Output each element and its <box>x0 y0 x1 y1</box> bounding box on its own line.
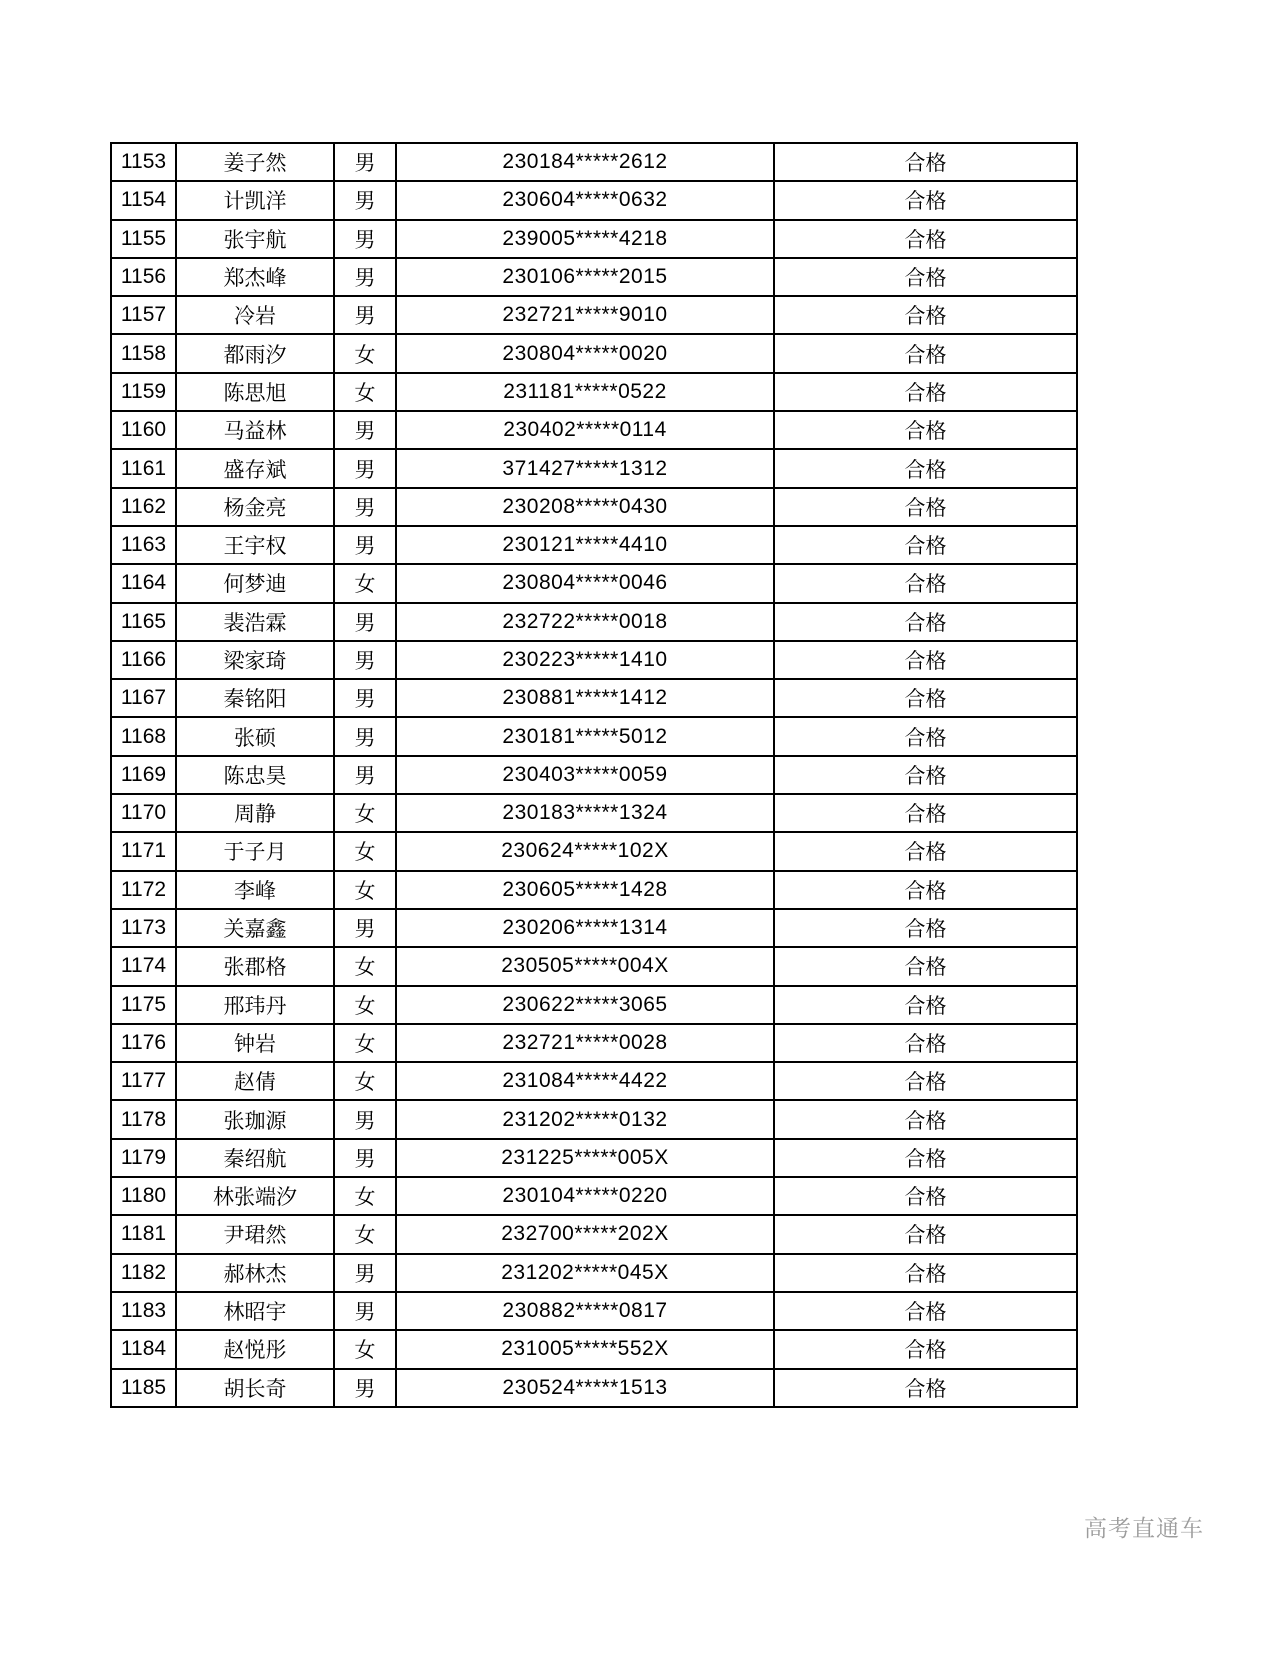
table-row <box>111 756 1077 794</box>
table-row <box>111 143 1077 181</box>
result-cell: 合格 <box>774 832 1077 870</box>
result-cell: 合格 <box>774 181 1077 219</box>
index-cell: 1172 <box>111 871 176 909</box>
name-cell: 胡长奇 <box>176 1369 334 1407</box>
gender-cell: 女 <box>334 1330 396 1368</box>
index-cell: 1183 <box>111 1292 176 1330</box>
index-cell: 1184 <box>111 1330 176 1368</box>
table-row <box>111 679 1077 717</box>
table-row <box>111 947 1077 985</box>
result-cell: 合格 <box>774 1292 1077 1330</box>
id-cell: 232700*****202X <box>396 1215 774 1253</box>
id-cell: 230882*****0817 <box>396 1292 774 1330</box>
index-cell: 1162 <box>111 488 176 526</box>
index-cell: 1177 <box>111 1062 176 1100</box>
table-row <box>111 1024 1077 1062</box>
table-row <box>111 564 1077 602</box>
index-cell: 1168 <box>111 717 176 755</box>
id-cell: 230804*****0046 <box>396 564 774 602</box>
result-cell: 合格 <box>774 1215 1077 1253</box>
name-cell: 冷岩 <box>176 296 334 334</box>
result-cell: 合格 <box>774 411 1077 449</box>
index-cell: 1158 <box>111 334 176 372</box>
id-cell: 230524*****1513 <box>396 1369 774 1407</box>
result-cell: 合格 <box>774 334 1077 372</box>
id-cell: 231202*****045X <box>396 1254 774 1292</box>
index-cell: 1171 <box>111 832 176 870</box>
id-cell: 231181*****0522 <box>396 373 774 411</box>
index-cell: 1159 <box>111 373 176 411</box>
gender-cell: 女 <box>334 832 396 870</box>
id-cell: 230402*****0114 <box>396 411 774 449</box>
result-cell: 合格 <box>774 871 1077 909</box>
gender-cell: 男 <box>334 717 396 755</box>
gender-cell: 男 <box>334 258 396 296</box>
id-cell: 230505*****004X <box>396 947 774 985</box>
id-cell: 230104*****0220 <box>396 1177 774 1215</box>
id-cell: 230208*****0430 <box>396 488 774 526</box>
index-cell: 1156 <box>111 258 176 296</box>
name-cell: 钟岩 <box>176 1024 334 1062</box>
index-cell: 1157 <box>111 296 176 334</box>
name-cell: 于子月 <box>176 832 334 870</box>
id-cell: 230183*****1324 <box>396 794 774 832</box>
index-cell: 1154 <box>111 181 176 219</box>
table-row <box>111 449 1077 487</box>
index-cell: 1170 <box>111 794 176 832</box>
name-cell: 周静 <box>176 794 334 832</box>
name-cell: 张宇航 <box>176 220 334 258</box>
table-row <box>111 334 1077 372</box>
id-cell: 231005*****552X <box>396 1330 774 1368</box>
result-cell: 合格 <box>774 603 1077 641</box>
gender-cell: 女 <box>334 1215 396 1253</box>
result-cell: 合格 <box>774 258 1077 296</box>
gender-cell: 男 <box>334 756 396 794</box>
index-cell: 1160 <box>111 411 176 449</box>
index-cell: 1166 <box>111 641 176 679</box>
id-cell: 371427*****1312 <box>396 449 774 487</box>
name-cell: 林张端汐 <box>176 1177 334 1215</box>
name-cell: 陈忠昊 <box>176 756 334 794</box>
result-cell: 合格 <box>774 1024 1077 1062</box>
result-cell: 合格 <box>774 679 1077 717</box>
table-row <box>111 1177 1077 1215</box>
name-cell: 张郡格 <box>176 947 334 985</box>
gender-cell: 男 <box>334 488 396 526</box>
name-cell: 邢玮丹 <box>176 986 334 1024</box>
name-cell: 姜子然 <box>176 143 334 181</box>
id-cell: 230106*****2015 <box>396 258 774 296</box>
table-row <box>111 411 1077 449</box>
id-cell: 230223*****1410 <box>396 641 774 679</box>
table-row <box>111 1062 1077 1100</box>
gender-cell: 女 <box>334 871 396 909</box>
id-cell: 230624*****102X <box>396 832 774 870</box>
index-cell: 1155 <box>111 220 176 258</box>
results-table-body <box>111 143 1077 1407</box>
result-cell: 合格 <box>774 1100 1077 1138</box>
id-cell: 231225*****005X <box>396 1139 774 1177</box>
name-cell: 李峰 <box>176 871 334 909</box>
table-row <box>111 1254 1077 1292</box>
index-cell: 1169 <box>111 756 176 794</box>
result-cell: 合格 <box>774 1139 1077 1177</box>
name-cell: 杨金亮 <box>176 488 334 526</box>
gender-cell: 男 <box>334 1254 396 1292</box>
name-cell: 林昭宇 <box>176 1292 334 1330</box>
id-cell: 230181*****5012 <box>396 717 774 755</box>
gender-cell: 男 <box>334 143 396 181</box>
result-cell: 合格 <box>774 717 1077 755</box>
result-cell: 合格 <box>774 1254 1077 1292</box>
gender-cell: 男 <box>334 296 396 334</box>
id-cell: 230604*****0632 <box>396 181 774 219</box>
table-row <box>111 220 1077 258</box>
gender-cell: 男 <box>334 1292 396 1330</box>
gender-cell: 男 <box>334 1100 396 1138</box>
gender-cell: 女 <box>334 986 396 1024</box>
name-cell: 裴浩霖 <box>176 603 334 641</box>
table-row <box>111 794 1077 832</box>
result-cell: 合格 <box>774 220 1077 258</box>
name-cell: 盛存斌 <box>176 449 334 487</box>
name-cell: 计凯洋 <box>176 181 334 219</box>
result-cell: 合格 <box>774 947 1077 985</box>
id-cell: 231084*****4422 <box>396 1062 774 1100</box>
name-cell: 王宇权 <box>176 526 334 564</box>
gender-cell: 男 <box>334 641 396 679</box>
table-row <box>111 641 1077 679</box>
result-cell: 合格 <box>774 296 1077 334</box>
index-cell: 1167 <box>111 679 176 717</box>
name-cell: 秦铭阳 <box>176 679 334 717</box>
index-cell: 1179 <box>111 1139 176 1177</box>
table-row <box>111 871 1077 909</box>
index-cell: 1165 <box>111 603 176 641</box>
results-table <box>110 142 1078 1408</box>
table-row <box>111 986 1077 1024</box>
index-cell: 1163 <box>111 526 176 564</box>
result-cell: 合格 <box>774 641 1077 679</box>
id-cell: 232721*****0028 <box>396 1024 774 1062</box>
name-cell: 马益林 <box>176 411 334 449</box>
gender-cell: 男 <box>334 679 396 717</box>
table-row <box>111 258 1077 296</box>
gender-cell: 女 <box>334 1024 396 1062</box>
name-cell: 尹珺然 <box>176 1215 334 1253</box>
name-cell: 关嘉鑫 <box>176 909 334 947</box>
name-cell: 赵悦彤 <box>176 1330 334 1368</box>
result-cell: 合格 <box>774 1369 1077 1407</box>
id-cell: 230206*****1314 <box>396 909 774 947</box>
table-row <box>111 1100 1077 1138</box>
table-row <box>111 488 1077 526</box>
name-cell: 张珈源 <box>176 1100 334 1138</box>
index-cell: 1164 <box>111 564 176 602</box>
id-cell: 232722*****0018 <box>396 603 774 641</box>
id-cell: 230403*****0059 <box>396 756 774 794</box>
table-row <box>111 603 1077 641</box>
result-cell: 合格 <box>774 1177 1077 1215</box>
gender-cell: 女 <box>334 564 396 602</box>
name-cell: 张硕 <box>176 717 334 755</box>
gender-cell: 男 <box>334 449 396 487</box>
name-cell: 赵倩 <box>176 1062 334 1100</box>
result-cell: 合格 <box>774 986 1077 1024</box>
table-row <box>111 181 1077 219</box>
name-cell: 郝林杰 <box>176 1254 334 1292</box>
result-cell: 合格 <box>774 1062 1077 1100</box>
gender-cell: 男 <box>334 181 396 219</box>
id-cell: 231202*****0132 <box>396 1100 774 1138</box>
index-cell: 1178 <box>111 1100 176 1138</box>
index-cell: 1176 <box>111 1024 176 1062</box>
id-cell: 230121*****4410 <box>396 526 774 564</box>
gender-cell: 男 <box>334 603 396 641</box>
table-row <box>111 526 1077 564</box>
gender-cell: 女 <box>334 1177 396 1215</box>
gender-cell: 女 <box>334 334 396 372</box>
id-cell: 230881*****1412 <box>396 679 774 717</box>
gender-cell: 男 <box>334 411 396 449</box>
result-cell: 合格 <box>774 794 1077 832</box>
gender-cell: 男 <box>334 220 396 258</box>
name-cell: 梁家琦 <box>176 641 334 679</box>
index-cell: 1185 <box>111 1369 176 1407</box>
table-row <box>111 909 1077 947</box>
table-row <box>111 1330 1077 1368</box>
result-cell: 合格 <box>774 143 1077 181</box>
gender-cell: 女 <box>334 373 396 411</box>
table-row <box>111 832 1077 870</box>
id-cell: 232721*****9010 <box>396 296 774 334</box>
index-cell: 1174 <box>111 947 176 985</box>
id-cell: 239005*****4218 <box>396 220 774 258</box>
result-cell: 合格 <box>774 564 1077 602</box>
index-cell: 1182 <box>111 1254 176 1292</box>
index-cell: 1173 <box>111 909 176 947</box>
gender-cell: 男 <box>334 1139 396 1177</box>
index-cell: 1161 <box>111 449 176 487</box>
result-cell: 合格 <box>774 488 1077 526</box>
index-cell: 1180 <box>111 1177 176 1215</box>
result-cell: 合格 <box>774 909 1077 947</box>
index-cell: 1153 <box>111 143 176 181</box>
name-cell: 何梦迪 <box>176 564 334 602</box>
name-cell: 秦绍航 <box>176 1139 334 1177</box>
result-cell: 合格 <box>774 1330 1077 1368</box>
result-cell: 合格 <box>774 373 1077 411</box>
id-cell: 230804*****0020 <box>396 334 774 372</box>
gender-cell: 男 <box>334 1369 396 1407</box>
id-cell: 230622*****3065 <box>396 986 774 1024</box>
table-row <box>111 717 1077 755</box>
index-cell: 1181 <box>111 1215 176 1253</box>
gender-cell: 男 <box>334 526 396 564</box>
gender-cell: 女 <box>334 947 396 985</box>
table-row <box>111 1139 1077 1177</box>
id-cell: 230605*****1428 <box>396 871 774 909</box>
result-cell: 合格 <box>774 756 1077 794</box>
table-row <box>111 1369 1077 1407</box>
id-cell: 230184*****2612 <box>396 143 774 181</box>
index-cell: 1175 <box>111 986 176 1024</box>
gender-cell: 女 <box>334 794 396 832</box>
table-row <box>111 1215 1077 1253</box>
table-row <box>111 1292 1077 1330</box>
result-cell: 合格 <box>774 526 1077 564</box>
watermark-text: 高考直通车 <box>1084 1515 1204 1541</box>
table-row <box>111 296 1077 334</box>
name-cell: 郑杰峰 <box>176 258 334 296</box>
name-cell: 陈思旭 <box>176 373 334 411</box>
gender-cell: 男 <box>334 909 396 947</box>
gender-cell: 女 <box>334 1062 396 1100</box>
table-row <box>111 373 1077 411</box>
result-cell: 合格 <box>774 449 1077 487</box>
name-cell: 都雨汐 <box>176 334 334 372</box>
